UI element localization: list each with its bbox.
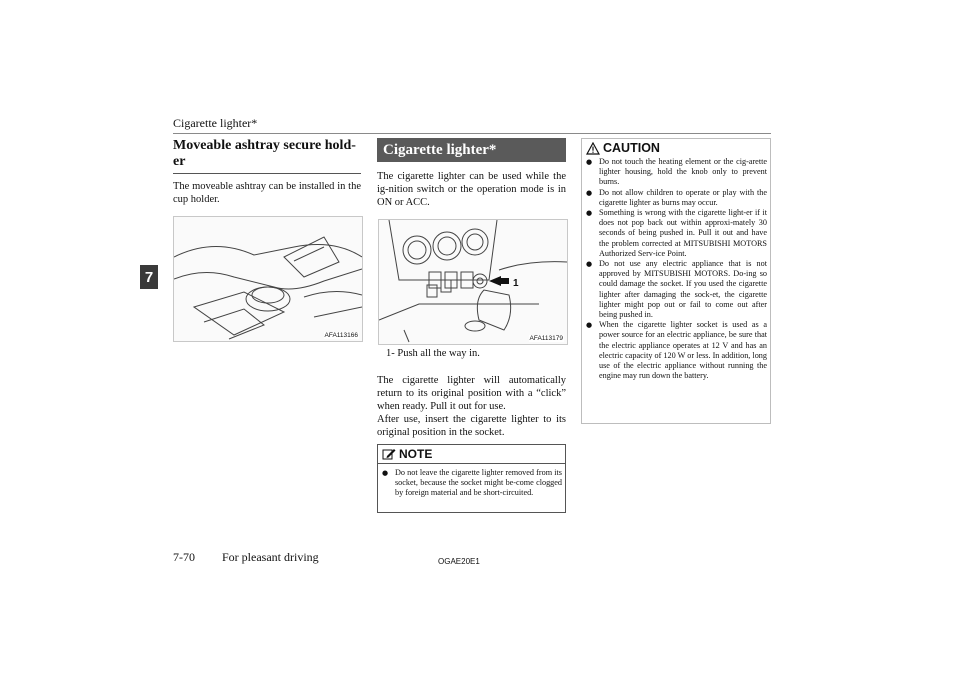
lighter-illustration: [379, 220, 567, 344]
bullet-icon: ●: [586, 260, 593, 269]
lighter-figure-callout: 1: [513, 278, 519, 289]
page-header-title: Cigarette lighter*: [173, 116, 258, 130]
lighter-intro: The cigarette lighter can be used while the ig-nition switch or the operation mode is in ON or ACC.: [377, 171, 566, 208]
ashtray-figure: [173, 216, 363, 342]
lighter-text-2: After use, insert the cigarette lighter to its original position in the socket.: [377, 414, 566, 438]
caution-list: [582, 157, 770, 381]
footer-doc-code: OGAE20E1: [438, 557, 480, 566]
lighter-caption: 1- Push all the way in.: [386, 348, 480, 359]
bullet-icon: ●: [382, 469, 389, 477]
warning-icon: [586, 142, 600, 155]
lighter-text-block: [377, 374, 566, 439]
bullet-icon: ●: [586, 209, 593, 218]
caution-item-text: Something is wrong with the cigarette light-er if it does not pop back out within approxi-mately 30 seconds of being pushed in. Pull it out and have the problem corrected at MITSUBISHI MOTORS Authorized Serv-ice Point.: [599, 208, 767, 258]
bullet-icon: ●: [586, 321, 593, 330]
ashtray-heading: Moveable ashtray secure hold-er: [173, 138, 361, 174]
note-item-text: Do not leave the cigarette lighter removed from its socket, because the socket might be-come clogged by foreign material and be short-circuited.: [395, 468, 562, 498]
bullet-icon: ●: [586, 158, 593, 166]
lighter-text-1: The cigarette lighter will automatically return to its original position with a “click” when ready. Pull it out for use.: [377, 375, 566, 412]
caution-item-text: Do not touch the heating element or the cig-arette lighter housing, hold the knob only to prevent burns.: [599, 157, 767, 187]
caution-box: [581, 138, 771, 424]
list-item: [586, 208, 767, 259]
footer-page-number: 7-70: [173, 550, 195, 564]
caution-item-text: Do not allow children to operate or play with the cigarette lighter as burns may occur.: [599, 187, 767, 207]
lighter-figure-code: AFA113179: [529, 335, 563, 342]
ashtray-illustration: [174, 217, 362, 341]
caution-item-text: When the cigarette lighter socket is used as a power source for an electric appliance, be sure that the electric appliance operates at 12 V and has an electric capacity of 120 W or less. In addition, long use of the electric appliance without running the engine may run down the battery.: [599, 320, 767, 381]
note-icon: [382, 448, 396, 460]
list-item: [586, 188, 767, 208]
lighter-figure: [378, 219, 568, 345]
header-divider: [173, 133, 771, 134]
note-title: NOTE: [399, 447, 433, 461]
lighter-heading: Cigarette lighter*: [377, 138, 566, 162]
chapter-tab: 7: [140, 265, 158, 289]
ashtray-figure-code: AFA113166: [324, 332, 358, 339]
ashtray-text: The moveable ashtray can be installed in the cup holder.: [173, 181, 361, 205]
caution-header: [582, 139, 770, 157]
caution-title: CAUTION: [603, 141, 660, 155]
list-item: [586, 320, 767, 381]
list-item: [382, 468, 562, 499]
note-box: [377, 444, 566, 513]
bullet-icon: ●: [586, 188, 593, 197]
note-header: [378, 445, 565, 464]
list-item: [586, 157, 767, 188]
footer-section-title: For pleasant driving: [222, 550, 319, 564]
caution-item-text: Do not use any electric appliance that is not approved by MITSUBISHI MOTORS. Do-ing so could damage the socket. If you used the cigarette lighter after damaging the sock-et, the cigarette lighter might pop out or fail to come out after being pushed in.: [599, 259, 767, 320]
list-item: [586, 259, 767, 320]
note-list: [378, 468, 565, 499]
